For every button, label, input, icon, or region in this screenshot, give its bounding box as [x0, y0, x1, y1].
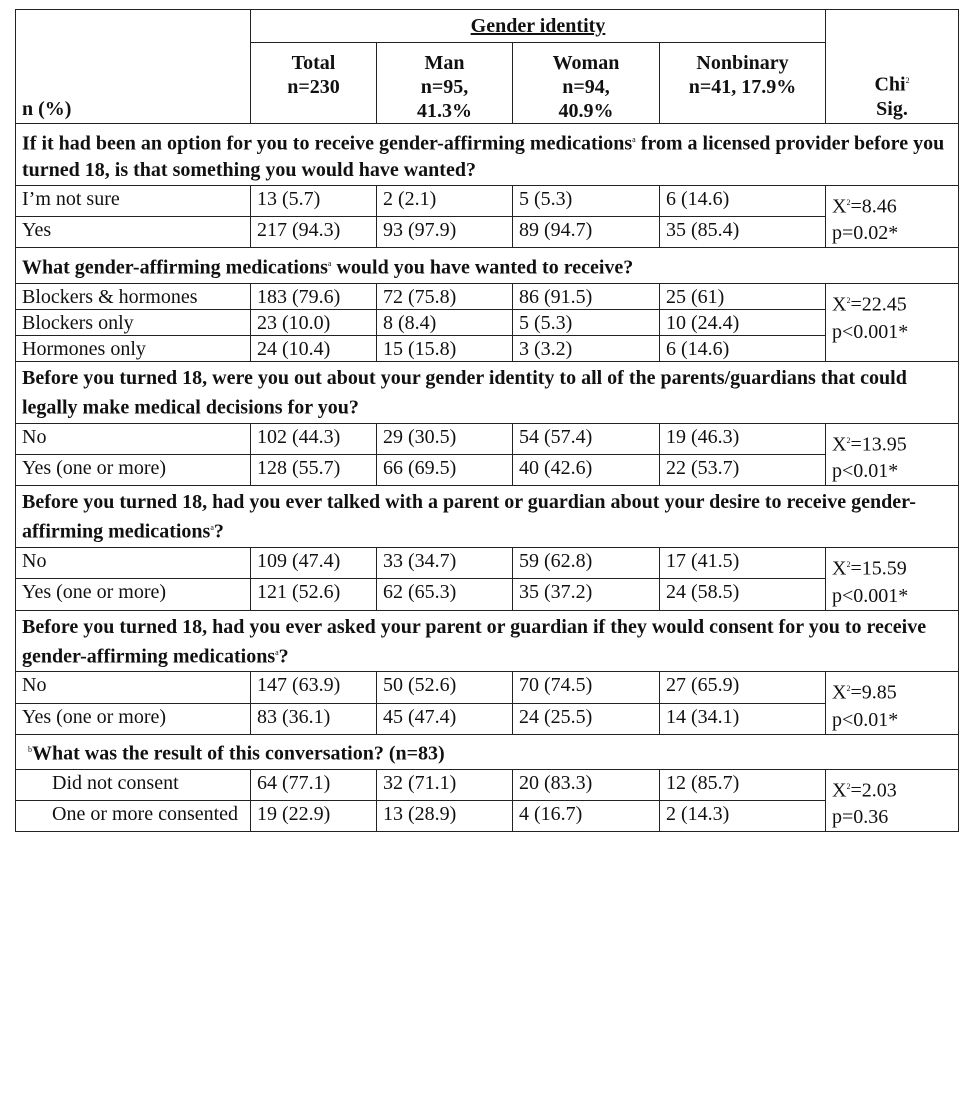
cell-total: 147 (63.9)	[251, 672, 377, 703]
question-cell: Before you turned 18, had you ever talked with a parent or guardian about your desire to receive gender-affirming medications$^a$?	[16, 486, 959, 548]
question-cell: Before you turned 18, had you ever asked your parent or guardian if they would consent for you to receive gender-affirming medications$^a$?	[16, 610, 959, 672]
question-cell: Before you turned 18, were you out about your gender identity to all of the parents/guardians that could legally make medical decisions for you?	[16, 361, 959, 423]
table-row	[16, 769, 959, 800]
cell-woman: 24 (25.5)	[513, 703, 660, 734]
chi-cell: $X^2=9.85$ p<0.01*	[826, 672, 959, 735]
cell-woman: 70 (74.5)	[513, 672, 660, 703]
table-row	[16, 185, 959, 216]
cell-woman: 35 (37.2)	[513, 579, 660, 610]
chi-cell: $X^2=2.03$ p=0.36	[826, 769, 959, 832]
cell-total: 102 (44.3)	[251, 423, 377, 454]
table-container	[15, 9, 959, 832]
cell-total: 13 (5.7)	[251, 185, 377, 216]
chi-cell: $X^2=22.45$ p<0.001*	[826, 283, 959, 361]
gender-identity-header: Gender identity	[251, 10, 826, 43]
cell-total: 64 (77.1)	[251, 769, 377, 800]
cell-nonbinary: 6 (14.6)	[660, 185, 826, 216]
cell-man: 8 (8.4)	[377, 309, 513, 335]
row-label: I’m not sure	[16, 185, 251, 216]
cell-man: 66 (69.5)	[377, 454, 513, 485]
cell-nonbinary: 19 (46.3)	[660, 423, 826, 454]
question-row	[16, 610, 959, 672]
cell-total: 109 (47.4)	[251, 547, 377, 578]
cell-woman: 5 (5.3)	[513, 309, 660, 335]
question-cell: If it had been an option for you to receive gender-affirming medications$^a$ from a licensed provider before you turned 18, is that something you would have wanted?	[16, 124, 959, 186]
cell-woman: 86 (91.5)	[513, 283, 660, 309]
table-row	[16, 547, 959, 578]
cell-total: 121 (52.6)	[251, 579, 377, 610]
table-row	[16, 800, 959, 831]
row-label: Yes (one or more)	[16, 579, 251, 610]
row-label: Blockers only	[16, 309, 251, 335]
question-row	[16, 124, 959, 186]
cell-woman: 89 (94.7)	[513, 216, 660, 247]
table-row	[16, 309, 959, 335]
cell-man: 33 (34.7)	[377, 547, 513, 578]
cell-woman: 5 (5.3)	[513, 185, 660, 216]
cell-woman: 4 (16.7)	[513, 800, 660, 831]
cell-total: 24 (10.4)	[251, 335, 377, 361]
row-label: Yes (one or more)	[16, 703, 251, 734]
chi-cell: $X^2=8.46$ p=0.02*	[826, 185, 959, 248]
question-row	[16, 248, 959, 284]
question-cell: What gender-affirming medications$^a$ would you have wanted to receive?	[16, 248, 959, 284]
row-label: Hormones only	[16, 335, 251, 361]
cell-total: 19 (22.9)	[251, 800, 377, 831]
table-row	[16, 579, 959, 610]
row-label: One or more consented	[16, 800, 251, 831]
chi-sig-header: Chi$^2$ Sig.	[826, 10, 959, 124]
col-header-total: Total n=230	[251, 43, 377, 124]
cell-man: 45 (47.4)	[377, 703, 513, 734]
cell-nonbinary: 22 (53.7)	[660, 454, 826, 485]
question-row	[16, 361, 959, 423]
question-row	[16, 486, 959, 548]
cell-nonbinary: 17 (41.5)	[660, 547, 826, 578]
table-row	[16, 335, 959, 361]
row-label: Did not consent	[16, 769, 251, 800]
row-label: Yes	[16, 216, 251, 247]
cell-total: 217 (94.3)	[251, 216, 377, 247]
cell-man: 93 (97.9)	[377, 216, 513, 247]
cell-nonbinary: 27 (65.9)	[660, 672, 826, 703]
cell-man: 62 (65.3)	[377, 579, 513, 610]
cell-man: 13 (28.9)	[377, 800, 513, 831]
cell-nonbinary: 6 (14.6)	[660, 335, 826, 361]
corner-label: n (%)	[16, 10, 251, 124]
row-label: No	[16, 672, 251, 703]
chi-cell: $X^2=13.95$ p<0.01*	[826, 423, 959, 486]
table-row	[16, 216, 959, 247]
cell-nonbinary: 10 (24.4)	[660, 309, 826, 335]
table-row	[16, 423, 959, 454]
cell-man: 50 (52.6)	[377, 672, 513, 703]
cell-man: 15 (15.8)	[377, 335, 513, 361]
cell-man: 29 (30.5)	[377, 423, 513, 454]
table-row	[16, 283, 959, 309]
table-row	[16, 703, 959, 734]
cell-nonbinary: 12 (85.7)	[660, 769, 826, 800]
header-row-top	[16, 10, 959, 43]
cell-woman: 3 (3.2)	[513, 335, 660, 361]
cell-total: 183 (79.6)	[251, 283, 377, 309]
cell-nonbinary: 25 (61)	[660, 283, 826, 309]
cell-man: 32 (71.1)	[377, 769, 513, 800]
cell-nonbinary: 14 (34.1)	[660, 703, 826, 734]
row-label: No	[16, 547, 251, 578]
subquestion-row	[16, 734, 959, 769]
cell-nonbinary: 2 (14.3)	[660, 800, 826, 831]
cell-total: 128 (55.7)	[251, 454, 377, 485]
col-header-nonbinary: Nonbinary n=41, 17.9%	[660, 43, 826, 124]
cell-nonbinary: 24 (58.5)	[660, 579, 826, 610]
table-row	[16, 672, 959, 703]
cell-total: 83 (36.1)	[251, 703, 377, 734]
cell-man: 72 (75.8)	[377, 283, 513, 309]
row-label: No	[16, 423, 251, 454]
table-row	[16, 454, 959, 485]
row-label: Blockers & hormones	[16, 283, 251, 309]
row-label: Yes (one or more)	[16, 454, 251, 485]
col-header-man: Man n=95, 41.3%	[377, 43, 513, 124]
cell-woman: 54 (57.4)	[513, 423, 660, 454]
cell-woman: 59 (62.8)	[513, 547, 660, 578]
cell-nonbinary: 35 (85.4)	[660, 216, 826, 247]
subquestion-cell: $^b$What was the result of this conversation? (n=83)	[16, 734, 959, 769]
cell-woman: 40 (42.6)	[513, 454, 660, 485]
cell-total: 23 (10.0)	[251, 309, 377, 335]
chi-cell: $X^2=15.59$ p<0.001*	[826, 547, 959, 610]
col-header-woman: Woman n=94, 40.9%	[513, 43, 660, 124]
results-table	[15, 9, 959, 832]
cell-man: 2 (2.1)	[377, 185, 513, 216]
cell-woman: 20 (83.3)	[513, 769, 660, 800]
